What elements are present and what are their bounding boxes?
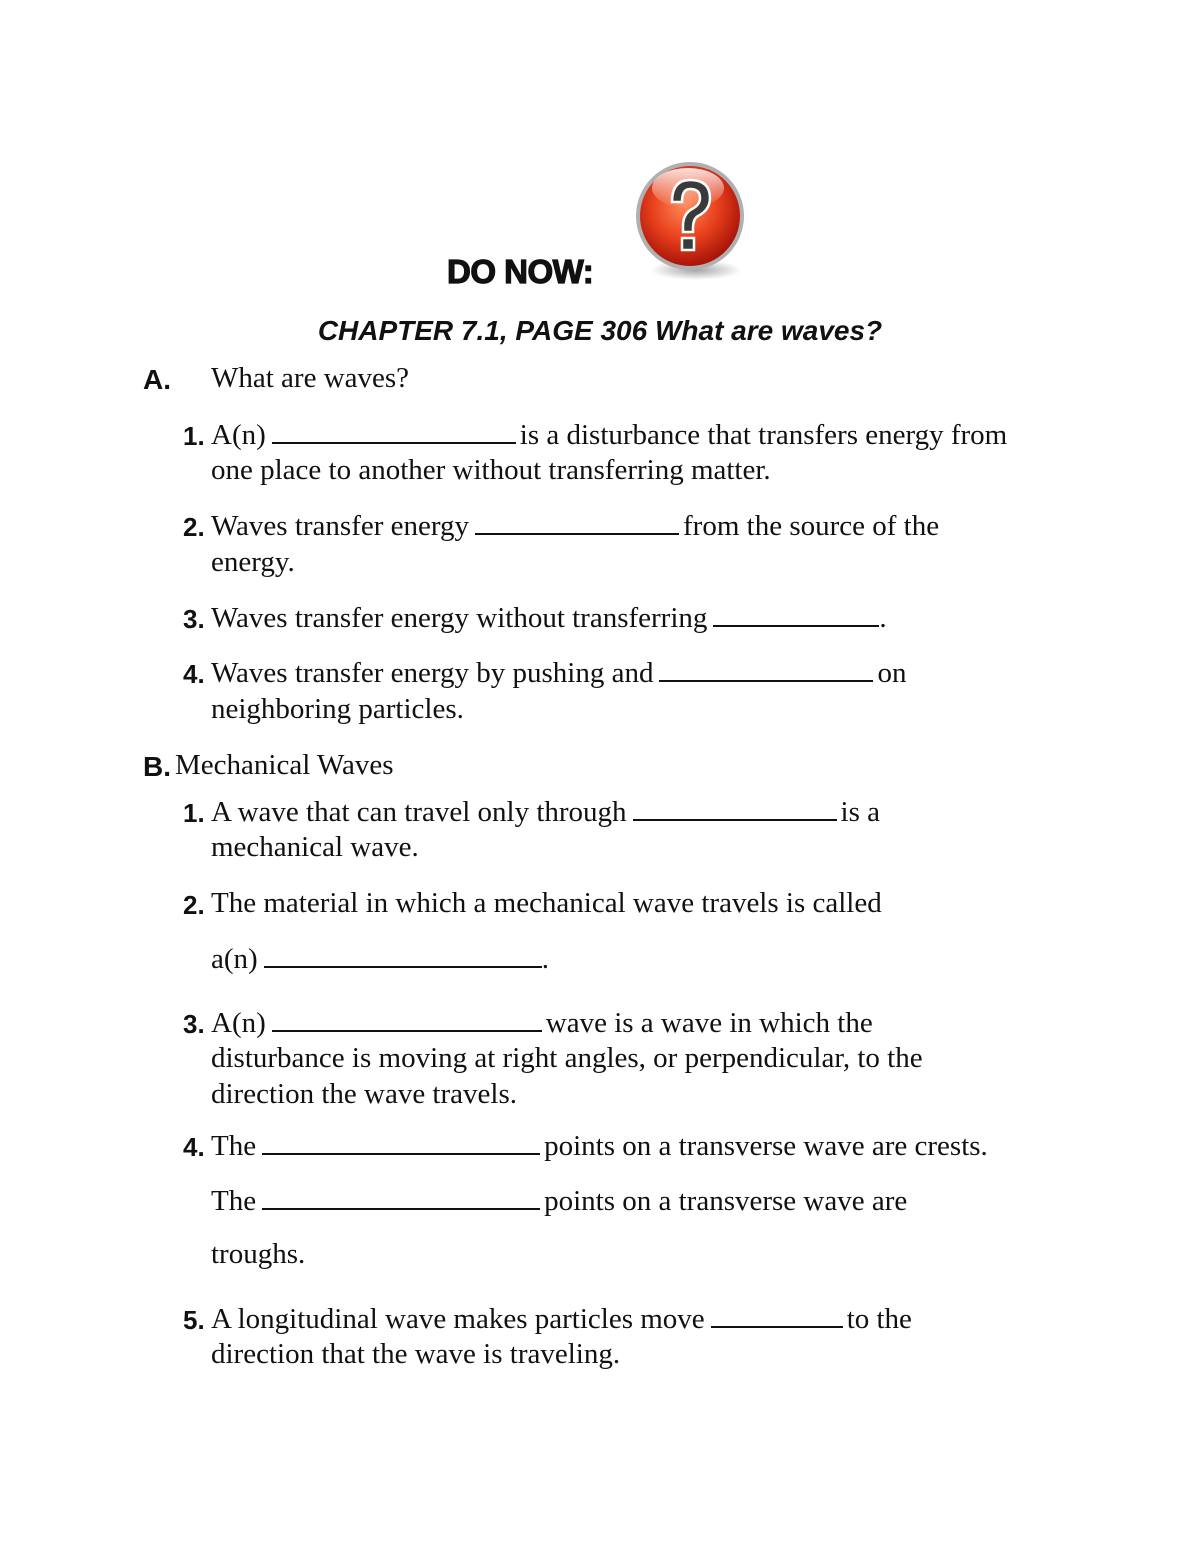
question-a1-line2: one place to another without transferring matter. [211, 454, 771, 486]
answer-blank[interactable] [262, 1127, 540, 1155]
answer-blank[interactable] [711, 1300, 843, 1328]
question-number: 1. [183, 798, 205, 828]
question-text: Waves transfer energy [211, 510, 470, 542]
question-a4-line1 [211, 654, 906, 691]
section-b-label: B. [143, 751, 171, 782]
answer-blank[interactable] [272, 416, 516, 444]
question-number: 3. [183, 1009, 205, 1039]
answer-blank[interactable] [633, 793, 837, 821]
question-text: points on a transverse wave are crests. [544, 1130, 988, 1162]
question-number: 2. [183, 512, 205, 542]
question-b4-line1 [211, 1127, 988, 1164]
chapter-title: CHAPTER 7.1, PAGE 306 What are waves? [317, 315, 883, 346]
question-b1-line1 [211, 793, 880, 830]
question-text: on [877, 657, 907, 689]
question-b3-line1 [211, 1004, 873, 1041]
section-a-label: A. [143, 364, 171, 395]
question-b2-line1: The material in which a mechanical wave travels is called [211, 887, 882, 919]
question-text: Waves transfer energy without transferring [211, 602, 708, 634]
answer-blank[interactable] [713, 599, 879, 627]
question-a3-line1 [211, 599, 887, 636]
question-a2-line1 [211, 507, 939, 544]
question-text: . [541, 943, 549, 975]
answer-blank[interactable] [262, 1182, 540, 1210]
question-text: to the [846, 1303, 912, 1335]
question-a1-line1 [211, 416, 1007, 453]
answer-blank[interactable] [659, 654, 873, 682]
question-text: . [879, 602, 887, 634]
question-text: Waves transfer energy by pushing and [211, 657, 654, 689]
question-b5-line2: direction that the wave is traveling. [211, 1338, 621, 1370]
question-text: A longitudinal wave makes particles move [211, 1303, 705, 1335]
question-a2-line2: energy. [211, 546, 295, 578]
question-number: 3. [183, 604, 205, 634]
section-a-title: What are waves? [211, 362, 410, 394]
question-text: A(n) [211, 419, 266, 451]
question-number: 2. [183, 890, 205, 920]
question-number: 4. [183, 1132, 205, 1162]
question-text: a(n) [211, 943, 258, 975]
question-b1-line2: mechanical wave. [211, 831, 419, 863]
question-text: A(n) [211, 1007, 266, 1039]
answer-blank[interactable] [272, 1004, 542, 1032]
do-now-heading: DO NOW: [447, 253, 594, 290]
question-mark-icon [630, 158, 754, 282]
question-b4-line3: troughs. [211, 1238, 306, 1270]
question-text: The [211, 1185, 257, 1217]
question-b3-line3: direction the wave travels. [211, 1078, 517, 1110]
question-number: 5. [183, 1305, 205, 1335]
question-b2-line2 [211, 940, 549, 977]
answer-blank[interactable] [475, 507, 679, 535]
question-b5-line1 [211, 1300, 912, 1337]
question-text: is a [840, 796, 881, 828]
question-a4-line2: neighboring particles. [211, 693, 464, 725]
section-b-title: Mechanical Waves [175, 749, 394, 781]
question-text: is a disturbance that transfers energy from [519, 419, 1008, 451]
question-text: A wave that can travel only through [211, 796, 627, 828]
question-b3-line2: disturbance is moving at right angles, or perpendicular, to the [211, 1042, 923, 1074]
question-number: 4. [183, 659, 205, 689]
question-text: The [211, 1130, 257, 1162]
question-text: wave is a wave in which the [545, 1007, 873, 1039]
question-number: 1. [183, 421, 205, 451]
question-text: points on a transverse wave are [544, 1185, 908, 1217]
question-b4-line2 [211, 1182, 907, 1219]
answer-blank[interactable] [264, 940, 542, 968]
question-text: from the source of the [683, 510, 940, 542]
